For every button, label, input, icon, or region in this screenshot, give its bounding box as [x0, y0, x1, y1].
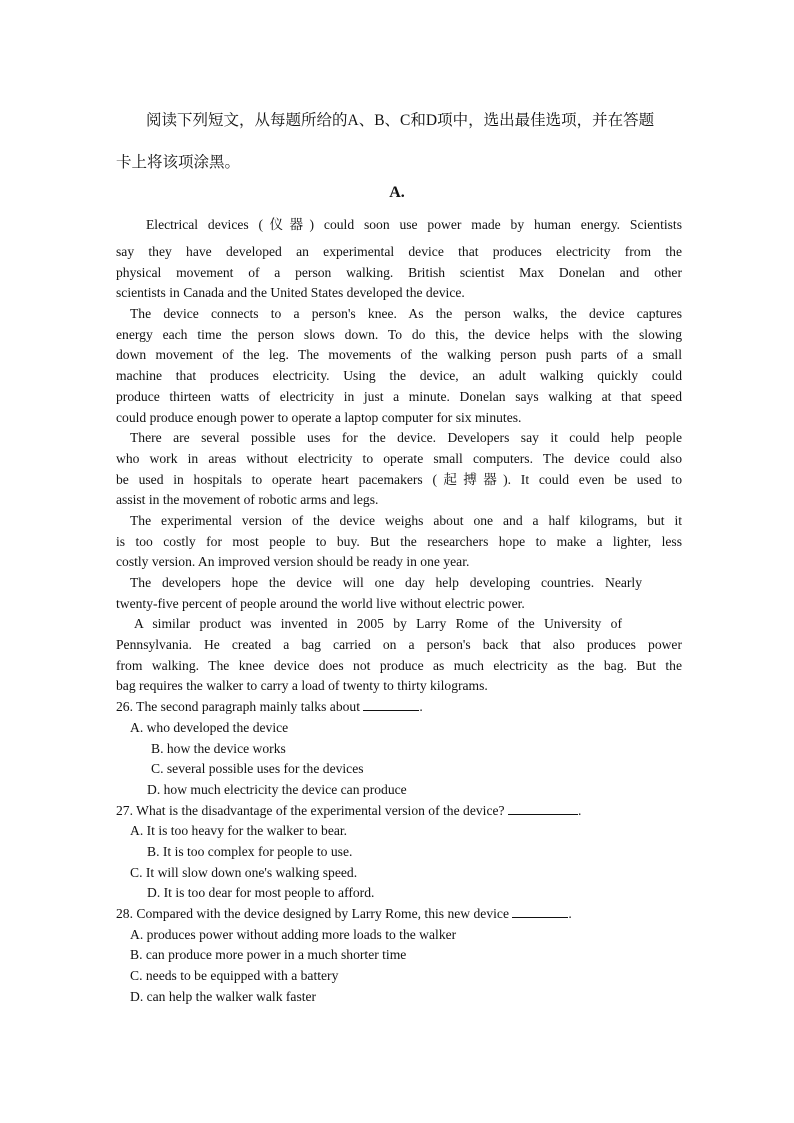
passage-line: Electrical devices (仪器) could soon use power made by human energy. Scientists [146, 217, 682, 232]
passage-line: from walking. The knee device does not produce as much electricity as the bag. But the [116, 657, 682, 673]
question-27-option-c: C. It will slow down one's walking speed. [130, 864, 358, 880]
question-28-stem [116, 904, 682, 925]
instructions-line-2: 卡上将该项涂黑。 [116, 154, 241, 171]
passage-line: down movement of the leg. The movements of the walking person push parts of a small [116, 347, 682, 363]
passage-line: is too costly for most people to buy. But the researchers hope to make a lighter, less [116, 533, 682, 549]
passage-line: The device connects to a person's knee. As the person walks, the device captures [130, 306, 682, 322]
question-stem-text: 27. What is the disadvantage of the experimental version of the device? [116, 802, 505, 818]
passage-title: A. [389, 184, 405, 201]
passage-line: produce thirteen watts of electricity in just a minute. Donelan says walking at that speed [116, 388, 682, 404]
question-26-option-b: B. how the device works [151, 740, 286, 756]
question-26-stem [116, 697, 682, 718]
passage-line: machine that produces electricity. Using the device, an adult walking quickly could [116, 368, 682, 384]
answer-blank [508, 802, 578, 815]
passage-line: could produce enough power to operate a laptop computer for six minutes. [116, 409, 522, 425]
question-stem-text: 28. Compared with the device designed by Larry Rome, this new device [116, 906, 509, 921]
passage-line: The experimental version of the device weighs about one and a half kilograms, but it [130, 512, 682, 528]
question-26-option-d: D. how much electricity the device can produce [147, 781, 407, 797]
stem-period: . [577, 802, 582, 818]
passage-line: costly version. An improved version should be ready in one year. [116, 554, 470, 570]
question-stem-text: 26. The second paragraph mainly talks about [116, 699, 360, 715]
passage-line: scientists in Canada and the United States developed the device. [116, 285, 465, 301]
question-28-option-d: D. can help the walker walk faster [130, 988, 317, 1004]
instructions [116, 100, 682, 184]
answer-blank [512, 905, 568, 918]
stem-period: . [568, 906, 572, 921]
passage-line: energy each time the person slows down. To do this, the device helps with the slowing [116, 326, 682, 342]
question-27-option-b: B. It is too complex for people to use. [147, 843, 353, 859]
passage-line: physical movement of a person walking. British scientist Max Donelan and other [116, 264, 682, 280]
question-28-option-b: B. can produce more power in a much shorter time [130, 947, 407, 963]
passage-line: twenty-five percent of people around the world live without electric power. [116, 595, 525, 611]
passage-line: assist in the movement of robotic arms and legs. [116, 492, 379, 508]
question-28-option-a: A. produces power without adding more loads to the walker [130, 926, 457, 942]
answer-blank [363, 698, 419, 711]
question-27-stem [116, 801, 682, 822]
passage-body [116, 212, 682, 1007]
stem-period: . [419, 699, 423, 715]
question-27-option-d: D. It is too dear for most people to afford. [147, 885, 375, 901]
passage-line: bag requires the walker to carry a load of twenty to thirty kilograms. [116, 678, 488, 694]
passage-line: say they have developed an experimental device that produces electricity from the [116, 244, 682, 259]
question-26-option-c: C. several possible uses for the devices [151, 761, 364, 777]
passage-line: There are several possible uses for the device. Developers say it could help people [130, 430, 682, 446]
instructions-line-1: 阅读下列短文，从每题所给的A、B、C和D项中，选出最佳选项，并在答题 [146, 112, 655, 129]
passage-line: who work in areas without electricity to operate small computers. The device could also [116, 450, 682, 466]
question-28-option-c: C. needs to be equipped with a battery [130, 968, 339, 984]
passage-line: The developers hope the device will one day help developing countries. Nearly [130, 575, 642, 590]
passage-line: A similar product was invented in 2005 by Larry Rome of the University of [134, 616, 622, 632]
question-26-option-a: A. who developed the device [130, 719, 289, 735]
question-27-option-a: A. It is too heavy for the walker to bear. [130, 823, 348, 839]
passage-line: be used in hospitals to operate heart pacemakers (起搏器). It could even be used to [116, 471, 682, 487]
passage-line: Pennsylvania. He created a bag carried on a person's back that also produces power [116, 637, 682, 653]
